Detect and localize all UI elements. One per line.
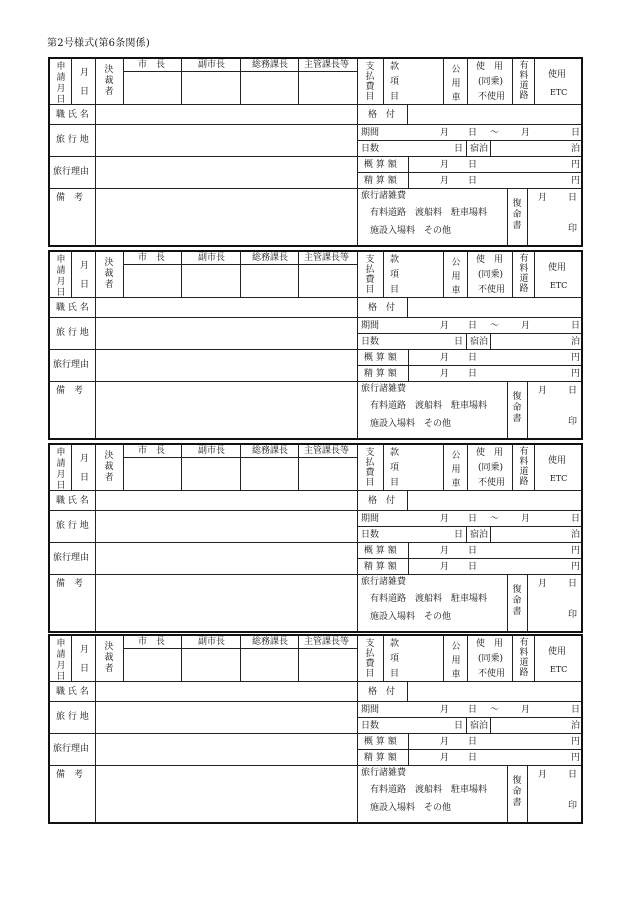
- etc-use-cell[interactable]: [535, 636, 581, 682]
- not-used-label: 不使用: [478, 92, 506, 102]
- toll-road-cell: [513, 252, 535, 298]
- fukumeisho-label: 復 命 書: [512, 199, 522, 231]
- purpose-label: 旅行理由: [53, 744, 90, 754]
- remarks-field[interactable]: [96, 766, 358, 822]
- fukumeisho-cell: [508, 575, 528, 631]
- official-vehicle-label: 公 用 車: [451, 642, 461, 680]
- estimate-label: 概 算 額: [364, 160, 397, 170]
- etc-label: ETC: [550, 665, 568, 674]
- remarks-label: 備 考: [56, 579, 84, 589]
- purpose-label: 旅行理由: [53, 167, 90, 177]
- approval-head-vice-mayor: 副市長: [182, 445, 241, 458]
- month-day-cell: [72, 445, 96, 491]
- approver-cell: [96, 252, 124, 298]
- use-label: 使 用: [476, 255, 504, 265]
- toll-road-cell: [513, 636, 535, 682]
- approval-head-general-affairs: 総務課長: [241, 252, 299, 265]
- toll-road-label: 有 料 道 路: [519, 254, 529, 294]
- kou-label: 項: [390, 463, 400, 473]
- application-date-label: 申 請 月 日: [56, 639, 66, 682]
- day-label: 日: [80, 280, 90, 290]
- payment-expense-label: 支 払 費 目: [365, 62, 375, 102]
- purpose-label-cell: [50, 350, 96, 382]
- kaku-label: 格 付: [368, 687, 396, 697]
- official-vehicle-cell: [444, 636, 468, 682]
- misc-expenses-label: 旅行諸雑費: [361, 191, 407, 201]
- name-label: 職 氏 名: [56, 687, 89, 697]
- seal-mark: 印: [568, 801, 578, 811]
- approval-head-mayor: 市 長: [124, 59, 182, 72]
- approval-head-section-chief: 主管課長等: [299, 636, 358, 649]
- official-vehicle-cell: [444, 59, 468, 105]
- application-date-label: 申 請 月 日: [56, 255, 66, 298]
- name-label: 職 氏 名: [56, 303, 89, 313]
- misc-expenses-line1: 有料道路 渡船料 駐車場料: [370, 401, 488, 411]
- approver-label: 決 裁 者: [104, 65, 114, 97]
- misc-expenses-label: 旅行諸雑費: [361, 384, 407, 394]
- etc-label: ETC: [550, 474, 568, 483]
- destination-label-cell: [50, 318, 96, 350]
- stamp-box-vice-mayor[interactable]: [182, 458, 241, 491]
- estimate-row[interactable]: 概 算 額 月 日 円: [358, 734, 581, 750]
- remarks-label: 備 考: [56, 386, 84, 396]
- ride-along-label: (同乗): [478, 270, 504, 280]
- period-row[interactable]: 期間 月 日 ～ 月 日: [358, 125, 581, 141]
- vehicle-use-cell[interactable]: [468, 59, 513, 105]
- days-row[interactable]: [358, 141, 581, 157]
- settle-label: 精 算 額: [364, 562, 397, 572]
- destination-label-cell: [50, 125, 96, 157]
- approval-head-vice-mayor: 副市長: [182, 252, 241, 265]
- stamp-box-mayor[interactable]: [124, 458, 182, 491]
- days-row[interactable]: [358, 718, 581, 734]
- estimate-row[interactable]: 概 算 額 月 日 円: [358, 350, 581, 366]
- toll-road-cell: [513, 59, 535, 105]
- application-date-label: 申 請 月 日: [56, 448, 66, 491]
- approval-head-general-affairs: 総務課長: [241, 445, 299, 458]
- approval-head-section-chief: 主管課長等: [299, 59, 358, 72]
- travel-form-block: [48, 634, 583, 824]
- month-day-cell: [72, 59, 96, 105]
- stay-unit: 泊: [571, 337, 581, 347]
- month-label: 月: [80, 454, 90, 464]
- approval-head-vice-mayor: 副市長: [182, 636, 241, 649]
- kan-kou-moku-cell: [384, 445, 444, 491]
- vehicle-use-cell[interactable]: [468, 445, 513, 491]
- use-label: 使 用: [476, 448, 504, 458]
- purpose-field[interactable]: [96, 734, 358, 766]
- fukumeisho-label: 復 命 書: [512, 776, 522, 808]
- stay-unit: 泊: [571, 721, 581, 731]
- stamp-box-vice-mayor[interactable]: [182, 265, 241, 298]
- purpose-label: 旅行理由: [53, 553, 90, 563]
- payment-expense-cell: [358, 59, 384, 105]
- destination-field[interactable]: [96, 318, 358, 350]
- month-label: 月: [80, 645, 90, 655]
- destination-label-cell: [50, 702, 96, 734]
- approver-cell: [96, 445, 124, 491]
- destination-label: 旅 行 地: [56, 521, 89, 531]
- stay-label: 宿泊: [470, 144, 489, 154]
- days-unit: 日: [454, 337, 464, 347]
- kaku-label: 格 付: [368, 303, 396, 313]
- purpose-field[interactable]: [96, 157, 358, 189]
- moku-label: 目: [390, 478, 400, 488]
- estimate-label: 概 算 額: [364, 737, 397, 747]
- fukumeisho-cell: [508, 382, 528, 438]
- remarks-label-cell: [50, 189, 96, 245]
- misc-expenses-cell[interactable]: [358, 382, 508, 438]
- days-row[interactable]: [358, 334, 581, 350]
- kan-label: 款: [390, 255, 400, 265]
- official-vehicle-cell: [444, 252, 468, 298]
- days-label: 日数: [361, 337, 380, 347]
- period-row[interactable]: 期間 月 日 ～ 月 日: [358, 702, 581, 718]
- period-label: 期間: [361, 321, 380, 331]
- approval-head-section-chief: 主管課長等: [299, 445, 358, 458]
- etc-label: ETC: [550, 88, 568, 97]
- month-label: 月: [80, 261, 90, 271]
- etc-use-label: 使用: [548, 70, 567, 80]
- stamp-box-vice-mayor[interactable]: [182, 72, 241, 105]
- etc-use-cell[interactable]: [535, 445, 581, 491]
- settle-label: 精 算 額: [364, 753, 397, 763]
- approver-label: 決 裁 者: [104, 258, 114, 290]
- name-label-cell: [50, 491, 96, 511]
- destination-label: 旅 行 地: [56, 135, 89, 145]
- remarks-field[interactable]: [96, 575, 358, 631]
- name-label: 職 氏 名: [56, 110, 89, 120]
- month-day-cell: [72, 252, 96, 298]
- misc-expenses-line2: 施設入場料 その他: [370, 419, 452, 429]
- stamp-box-vice-mayor[interactable]: [182, 649, 241, 682]
- official-vehicle-label: 公 用 車: [451, 451, 461, 489]
- days-label: 日数: [361, 721, 380, 731]
- estimate-label: 概 算 額: [364, 546, 397, 556]
- moku-label: 目: [390, 669, 400, 679]
- application-date-cell: [50, 636, 72, 682]
- approval-head-section-chief: 主管課長等: [299, 252, 358, 265]
- days-unit: 日: [454, 530, 464, 540]
- kaku-field[interactable]: [408, 682, 581, 702]
- misc-expenses-label: 旅行諸雑費: [361, 577, 407, 587]
- page-title: 第2号様式(第6条関係): [47, 38, 150, 49]
- application-date-cell: [50, 59, 72, 105]
- payment-expense-label: 支 払 費 目: [365, 448, 375, 488]
- kaku-label: 格 付: [368, 110, 396, 120]
- remarks-label: 備 考: [56, 770, 84, 780]
- toll-road-label: 有 料 道 路: [519, 447, 529, 487]
- purpose-label: 旅行理由: [53, 360, 90, 370]
- misc-expenses-line2: 施設入場料 その他: [370, 226, 452, 236]
- application-date-cell: [50, 252, 72, 298]
- period-label: 期間: [361, 705, 380, 715]
- vehicle-use-cell[interactable]: [468, 252, 513, 298]
- name-field[interactable]: [96, 298, 358, 318]
- stamp-box-section-chief[interactable]: [299, 265, 358, 298]
- approver-label: 決 裁 者: [104, 451, 114, 483]
- name-label-cell: [50, 298, 96, 318]
- stamp-box-section-chief[interactable]: [299, 649, 358, 682]
- not-used-label: 不使用: [478, 285, 506, 295]
- use-label: 使 用: [476, 639, 504, 649]
- destination-field[interactable]: [96, 702, 358, 734]
- toll-road-label: 有 料 道 路: [519, 638, 529, 678]
- vehicle-use-cell[interactable]: [468, 636, 513, 682]
- settle-label: 精 算 額: [364, 176, 397, 186]
- day-label: 日: [80, 473, 90, 483]
- stay-unit: 泊: [571, 530, 581, 540]
- misc-expenses-cell[interactable]: [358, 575, 508, 631]
- settle-row[interactable]: 精 算 額 月 日 円: [358, 559, 581, 575]
- misc-expenses-label: 旅行諸雑費: [361, 768, 407, 778]
- kan-kou-moku-cell: [384, 252, 444, 298]
- destination-field[interactable]: [96, 511, 358, 543]
- kaku-label: 格 付: [368, 496, 396, 506]
- name-field[interactable]: [96, 491, 358, 511]
- stamp-box-general-affairs[interactable]: [241, 458, 299, 491]
- etc-use-label: 使用: [548, 263, 567, 273]
- fukumeisho-cell: [508, 766, 528, 822]
- stay-label: 宿泊: [470, 337, 489, 347]
- stamp-box-mayor[interactable]: [124, 265, 182, 298]
- misc-expenses-cell[interactable]: [358, 189, 508, 245]
- kaku-field[interactable]: [408, 105, 581, 125]
- stay-label: 宿泊: [470, 530, 489, 540]
- period-row[interactable]: 期間 月 日 ～ 月 日: [358, 318, 581, 334]
- misc-expenses-line2: 施設入場料 その他: [370, 612, 452, 622]
- approval-head-general-affairs: 総務課長: [241, 59, 299, 72]
- kan-label: 款: [390, 448, 400, 458]
- kou-label: 項: [390, 654, 400, 664]
- days-row[interactable]: [358, 527, 581, 543]
- days-unit: 日: [454, 721, 464, 731]
- estimate-label: 概 算 額: [364, 353, 397, 363]
- remarks-label: 備 考: [56, 193, 84, 203]
- remarks-label-cell: [50, 766, 96, 822]
- travel-form-block: [48, 57, 583, 247]
- kou-label: 項: [390, 77, 400, 87]
- purpose-label-cell: [50, 157, 96, 189]
- travel-form-block: [48, 443, 583, 633]
- period-row[interactable]: 期間 月 日 ～ 月 日: [358, 511, 581, 527]
- remarks-label-cell: [50, 575, 96, 631]
- stamp-box-section-chief[interactable]: [299, 458, 358, 491]
- stamp-box-general-affairs[interactable]: [241, 72, 299, 105]
- name-field[interactable]: [96, 682, 358, 702]
- kaku-label-cell: [358, 105, 408, 125]
- fukumeisho-date-cell[interactable]: 月 日 印: [538, 770, 578, 811]
- stay-unit: 泊: [571, 144, 581, 154]
- day-label: 日: [80, 664, 90, 674]
- days-label: 日数: [361, 530, 380, 540]
- stamp-box-general-affairs[interactable]: [241, 265, 299, 298]
- official-vehicle-label: 公 用 車: [451, 65, 461, 103]
- kan-kou-moku-cell: [384, 636, 444, 682]
- application-date-cell: [50, 445, 72, 491]
- approver-cell: [96, 636, 124, 682]
- stay-label: 宿泊: [470, 721, 489, 731]
- approval-head-general-affairs: 総務課長: [241, 636, 299, 649]
- destination-label-cell: [50, 511, 96, 543]
- misc-expenses-line1: 有料道路 渡船料 駐車場料: [370, 208, 488, 218]
- not-used-label: 不使用: [478, 669, 506, 679]
- approval-head-mayor: 市 長: [124, 445, 182, 458]
- seal-mark: 印: [568, 610, 578, 620]
- ride-along-label: (同乗): [478, 463, 504, 473]
- stamp-box-mayor[interactable]: [124, 649, 182, 682]
- ride-along-label: (同乗): [478, 654, 504, 664]
- kaku-field[interactable]: [408, 491, 581, 511]
- fukumeisho-date-cell[interactable]: 月 日 印: [538, 193, 578, 234]
- approval-head-vice-mayor: 副市長: [182, 59, 241, 72]
- payment-expense-label: 支 払 費 目: [365, 639, 375, 679]
- days-label: 日数: [361, 144, 380, 154]
- kou-label: 項: [390, 270, 400, 280]
- settle-row[interactable]: 精 算 額 月 日 円: [358, 750, 581, 766]
- toll-road-label: 有 料 道 路: [519, 61, 529, 101]
- fukumeisho-date-cell[interactable]: 月 日 印: [538, 579, 578, 620]
- ride-along-label: (同乗): [478, 77, 504, 87]
- kan-kou-moku-cell: [384, 59, 444, 105]
- fukumeisho-label: 復 命 書: [512, 392, 522, 424]
- moku-label: 目: [390, 92, 400, 102]
- period-label: 期間: [361, 128, 380, 138]
- settle-row[interactable]: 精 算 額 月 日 円: [358, 366, 581, 382]
- kaku-label-cell: [358, 298, 408, 318]
- destination-label: 旅 行 地: [56, 328, 89, 338]
- payment-expense-cell: [358, 252, 384, 298]
- remarks-field[interactable]: [96, 382, 358, 438]
- purpose-label-cell: [50, 734, 96, 766]
- toll-road-cell: [513, 445, 535, 491]
- travel-form-block: [48, 250, 583, 440]
- purpose-field[interactable]: [96, 543, 358, 575]
- name-label: 職 氏 名: [56, 496, 89, 506]
- destination-field[interactable]: [96, 125, 358, 157]
- kaku-label-cell: [358, 682, 408, 702]
- stamp-box-general-affairs[interactable]: [241, 649, 299, 682]
- day-label: 日: [80, 87, 90, 97]
- etc-use-cell[interactable]: [535, 252, 581, 298]
- official-vehicle-cell: [444, 445, 468, 491]
- payment-expense-label: 支 払 費 目: [365, 255, 375, 295]
- kaku-label-cell: [358, 491, 408, 511]
- seal-mark: 印: [568, 224, 578, 234]
- fukumeisho-label: 復 命 書: [512, 585, 522, 617]
- payment-expense-cell: [358, 445, 384, 491]
- kan-label: 款: [390, 639, 400, 649]
- misc-expenses-line1: 有料道路 渡船料 駐車場料: [370, 785, 488, 795]
- days-unit: 日: [454, 144, 464, 154]
- fukumeisho-cell: [508, 189, 528, 245]
- application-date-label: 申 請 月 日: [56, 62, 66, 105]
- stamp-box-section-chief[interactable]: [299, 72, 358, 105]
- estimate-row[interactable]: 概 算 額 月 日 円: [358, 543, 581, 559]
- remarks-label-cell: [50, 382, 96, 438]
- etc-label: ETC: [550, 281, 568, 290]
- approval-head-mayor: 市 長: [124, 636, 182, 649]
- moku-label: 目: [390, 285, 400, 295]
- etc-use-label: 使用: [548, 456, 567, 466]
- purpose-label-cell: [50, 543, 96, 575]
- not-used-label: 不使用: [478, 478, 506, 488]
- approver-cell: [96, 59, 124, 105]
- estimate-row[interactable]: 概 算 額 月 日 円: [358, 157, 581, 173]
- name-label-cell: [50, 105, 96, 125]
- official-vehicle-label: 公 用 車: [451, 258, 461, 296]
- name-label-cell: [50, 682, 96, 702]
- period-label: 期間: [361, 514, 380, 524]
- misc-expenses-cell[interactable]: [358, 766, 508, 822]
- month-label: 月: [80, 68, 90, 78]
- stamp-box-mayor[interactable]: [124, 72, 182, 105]
- fukumeisho-date-cell[interactable]: 月 日 印: [538, 386, 578, 427]
- misc-expenses-line1: 有料道路 渡船料 駐車場料: [370, 594, 488, 604]
- remarks-field[interactable]: [96, 189, 358, 245]
- approval-head-mayor: 市 長: [124, 252, 182, 265]
- settle-row[interactable]: 精 算 額 月 日 円: [358, 173, 581, 189]
- kan-label: 款: [390, 62, 400, 72]
- settle-label: 精 算 額: [364, 369, 397, 379]
- kaku-field[interactable]: [408, 298, 581, 318]
- misc-expenses-line2: 施設入場料 その他: [370, 803, 452, 813]
- use-label: 使 用: [476, 62, 504, 72]
- etc-use-cell[interactable]: [535, 59, 581, 105]
- seal-mark: 印: [568, 417, 578, 427]
- name-field[interactable]: [96, 105, 358, 125]
- payment-expense-cell: [358, 636, 384, 682]
- etc-use-label: 使用: [548, 647, 567, 657]
- month-day-cell: [72, 636, 96, 682]
- destination-label: 旅 行 地: [56, 712, 89, 722]
- purpose-field[interactable]: [96, 350, 358, 382]
- approver-label: 決 裁 者: [104, 642, 114, 674]
